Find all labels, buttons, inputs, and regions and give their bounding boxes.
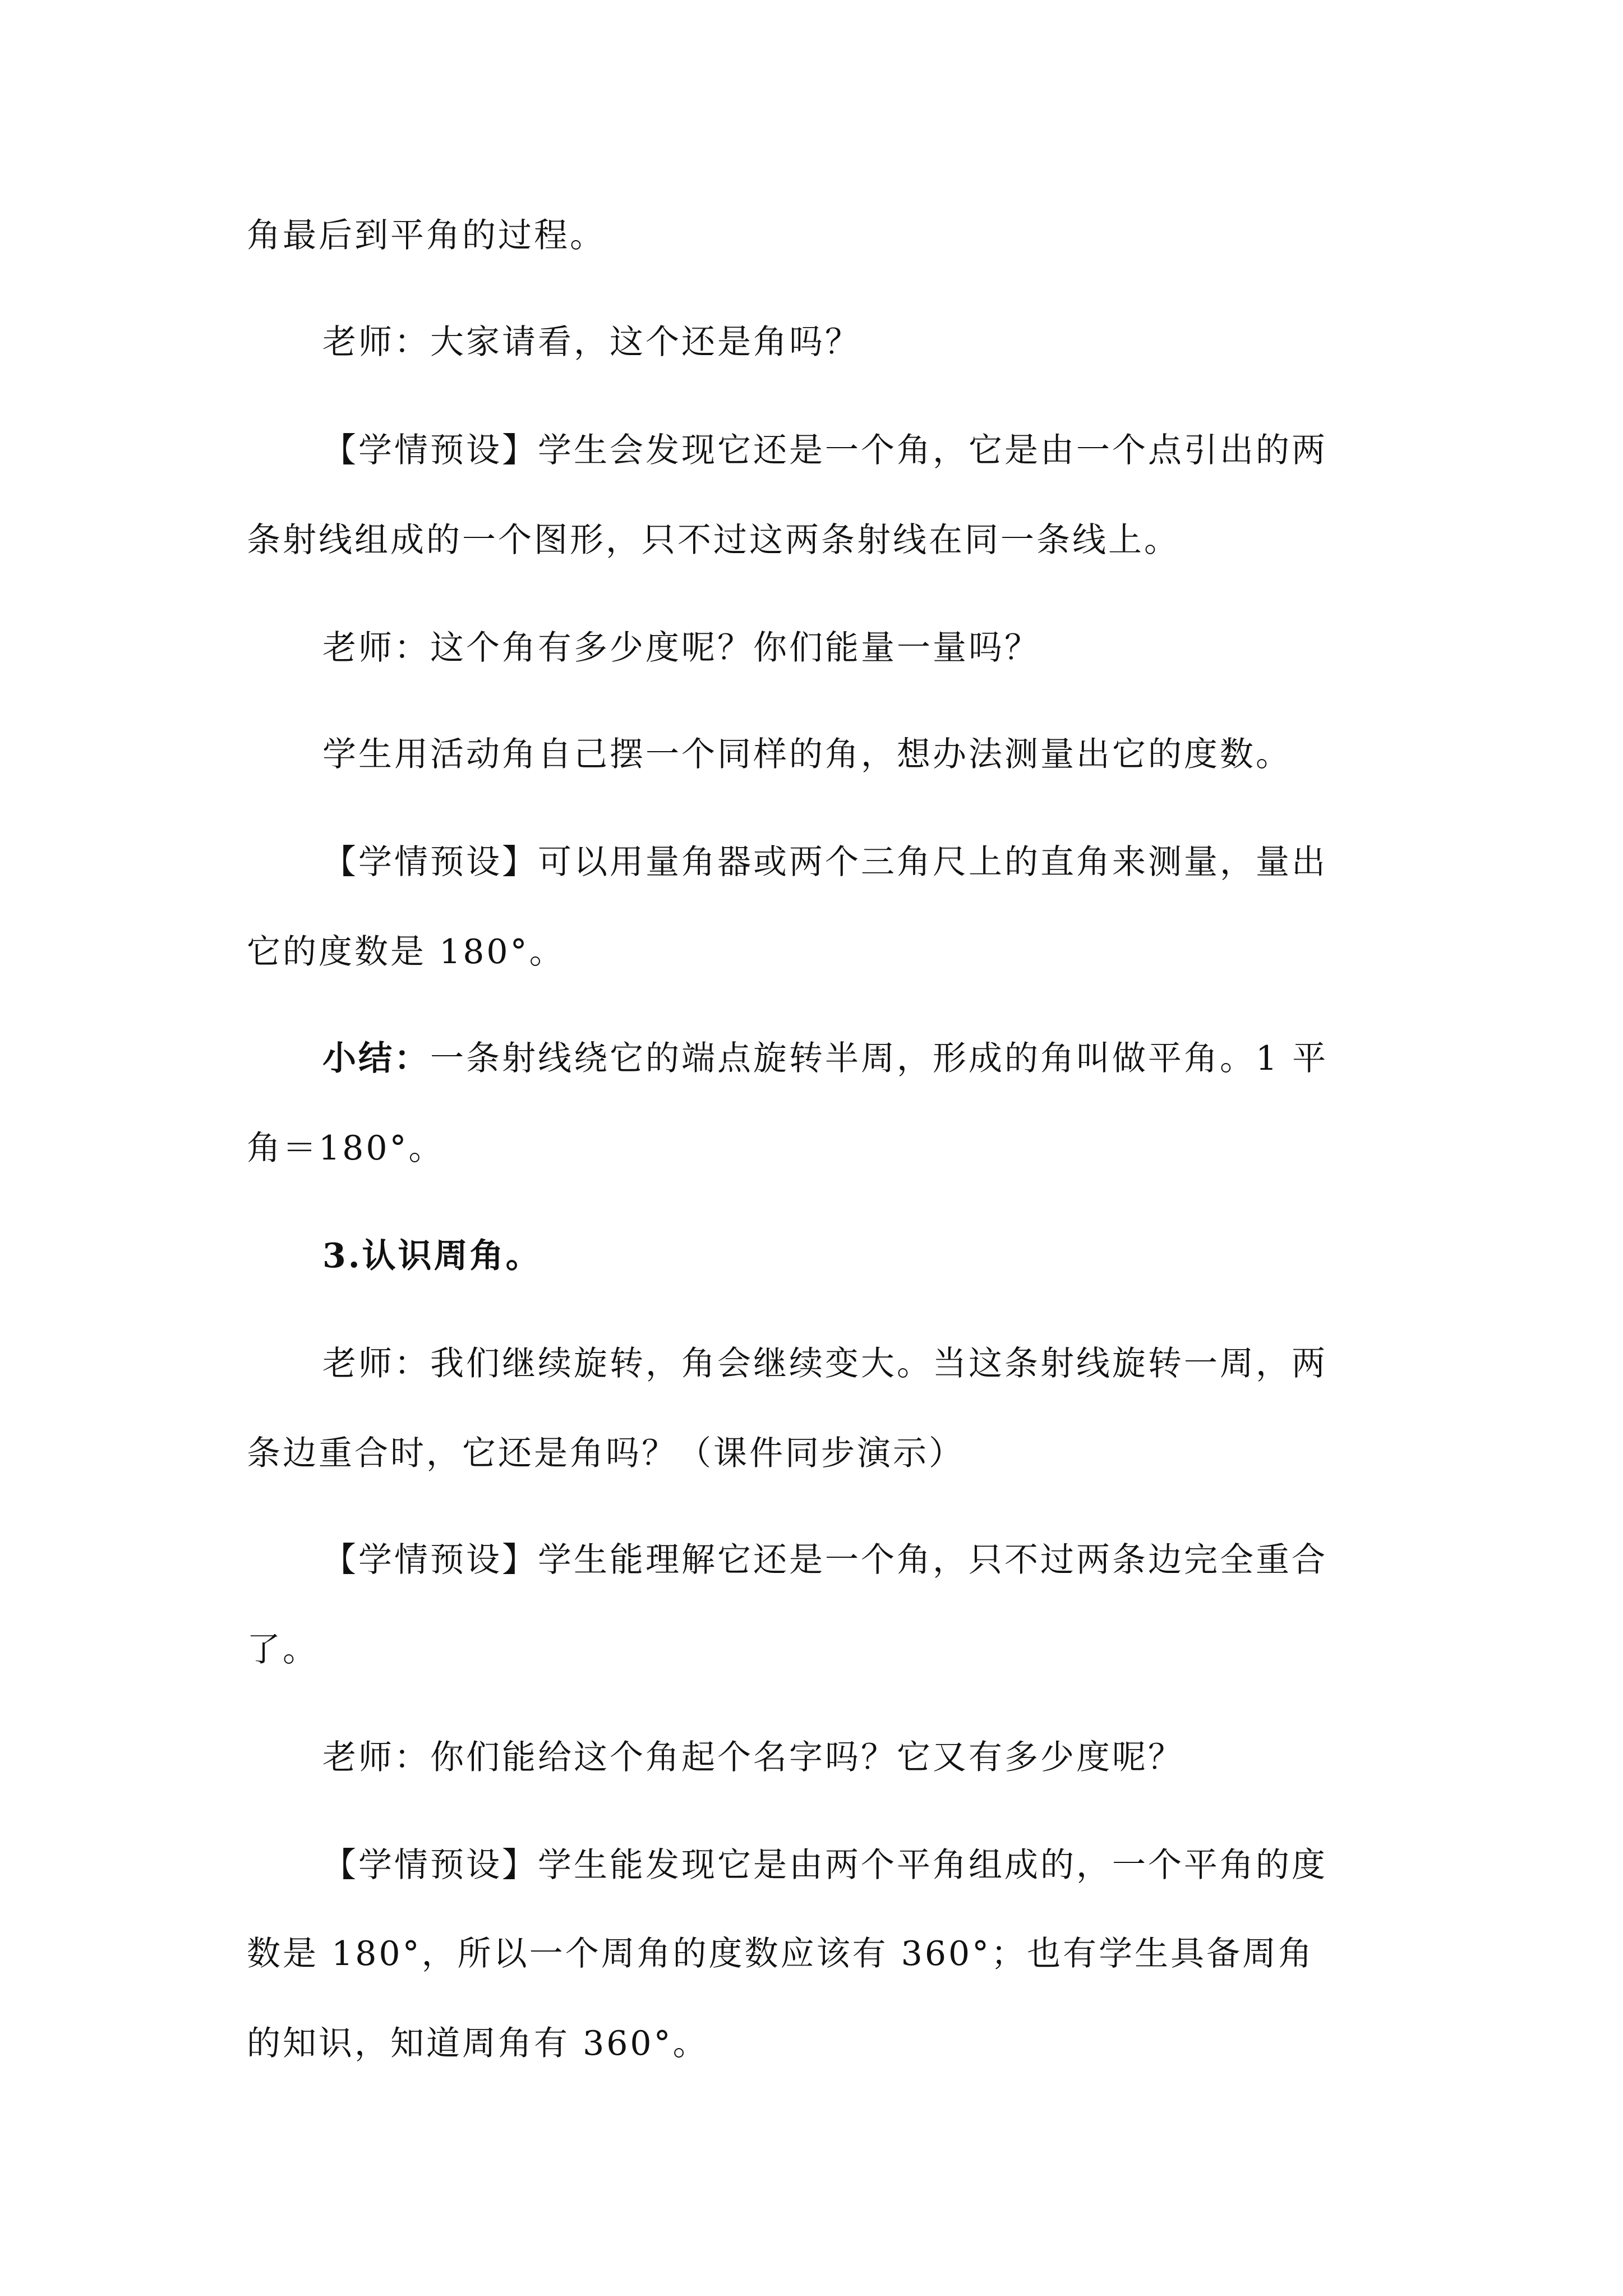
summary-text: 一条射线绕它的端点旋转半周，形成的角叫做平角。1 平	[430, 1039, 1329, 1078]
paragraph-line: 【学情预设】学生能理解它还是一个角，只不过两条边完全重合	[322, 1540, 1327, 1580]
paragraph-line: 学生用活动角自己摆一个同样的角，想办法测量出它的度数。	[322, 735, 1292, 774]
paragraph-line: 条边重合时，它还是角吗？（课件同步演示）	[247, 1434, 965, 1473]
paragraph-line: 【学情预设】学生会发现它还是一个角，它是由一个点引出的两	[322, 431, 1327, 470]
paragraph-line: 角＝180°。	[247, 1129, 445, 1168]
paragraph-line: 条射线组成的一个图形，只不过这两条射线在同一条线上。	[247, 521, 1180, 560]
paragraph-line: 的知识，知道周角有 360°。	[247, 2024, 709, 2063]
paragraph-line: 【学情预设】学生能发现它是由两个平角组成的，一个平角的度	[322, 1846, 1327, 1885]
paragraph-line: 老师：我们继续旋转，角会继续变大。当这条射线旋转一周，两	[322, 1344, 1327, 1383]
summary-line	[322, 1033, 1328, 1084]
paragraph-line: 老师：这个角有多少度呢？你们能量一量吗？	[322, 628, 1040, 668]
paragraph-line: 【学情预设】可以用量角器或两个三角尺上的直角来测量，量出	[322, 843, 1327, 882]
paragraph-line: 老师：你们能给这个角起个名字吗？它又有多少度呢？	[322, 1738, 1184, 1777]
summary-label: 小结：	[322, 1039, 430, 1078]
paragraph-line: 它的度数是 180°。	[247, 932, 565, 972]
paragraph-line: 老师：大家请看，这个还是角吗？	[322, 323, 861, 362]
paragraph-line: 数是 180°，所以一个周角的度数应该有 360°；也有学生具备周角	[247, 1934, 1315, 1973]
paragraph-line: 角最后到平角的过程。	[247, 216, 606, 255]
paragraph-line: 了。	[247, 1630, 319, 1669]
section-heading: 3.认识周角。	[322, 1236, 542, 1276]
